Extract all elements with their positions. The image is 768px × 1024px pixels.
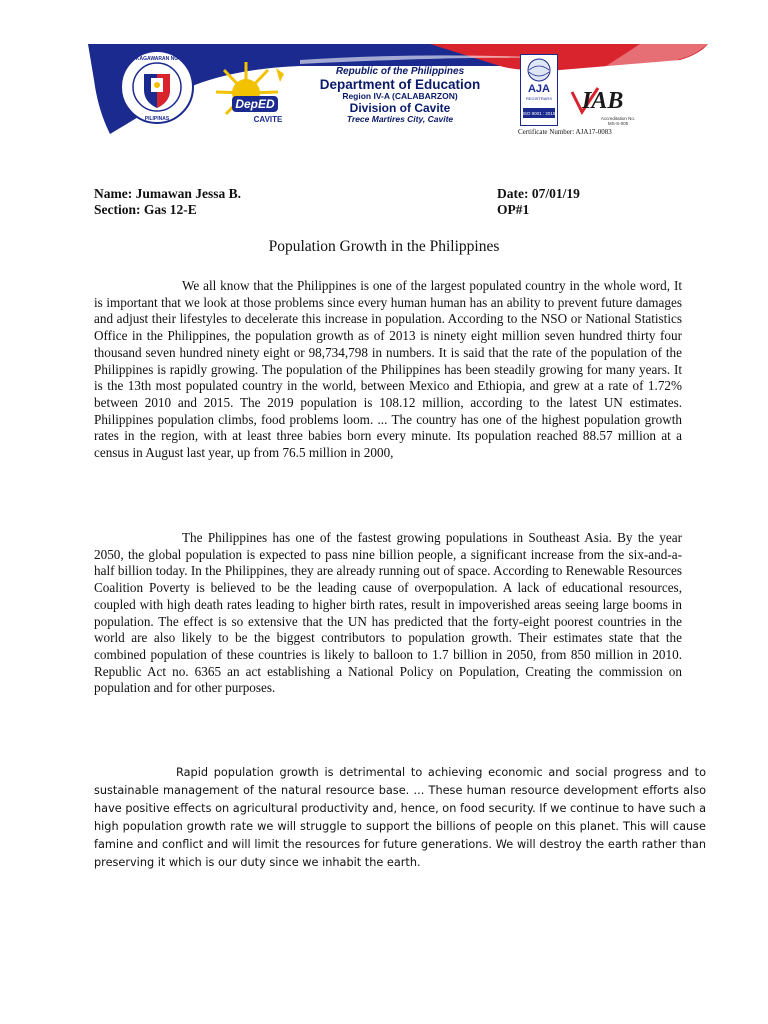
svg-text:KAGAWARAN NG: KAGAWARAN NG bbox=[135, 56, 179, 62]
region-label: Region IV-A (CALABARZON) bbox=[342, 91, 458, 102]
svg-text:ISO 9001 : 2015: ISO 9001 : 2015 bbox=[522, 111, 556, 116]
deped-seal-icon bbox=[120, 50, 194, 124]
republic-label: Republic of the Philippines bbox=[335, 66, 465, 77]
document-date: Date: 07/01/19 bbox=[497, 186, 580, 201]
paragraph-1: We all know that the Philippines is one of the largest populated country in the whole word, It is important that we look at those problems since every human human has an ability to prevent future damages and adjust their lifestyles to decelerate this increase in population. According to the NSO or National Statistics Office in the Philippines, the population growth as of 2013 is ninety eight million seven hundred thirty four thousand seven hundred ninety eight or 98,734,798 in numbers. It is said that the rate of the population of the Philippines is rapidly growing. The population of the Philippines has been steadily growing for many years. It is the 13th most populated country in the world, between Mexico and Ethiopia, and grew at a rate of 1.72% between 2010 and 2015. The 2019 population is 108.12 million, according to the latest UN estimates. Philippines population climbs, food problems loom. ... The country has one of the highest population growth rates in the region, with at least three babies born every minute. Its population reached 88.57 million at a census in August last year, up from 76.5 million in 2000, bbox=[94, 278, 682, 461]
accreditation-label: Accreditation No. MS-S-005 bbox=[600, 116, 636, 126]
svg-text:PILIPINAS: PILIPINAS bbox=[144, 116, 170, 122]
letterhead-text bbox=[300, 66, 500, 125]
svg-text:CAVITE: CAVITE bbox=[253, 115, 283, 124]
student-name: Name: Jumawan Jessa B. bbox=[94, 186, 241, 201]
division-label: Division of Cavite bbox=[349, 100, 451, 115]
deped-cavite-logo bbox=[206, 58, 306, 128]
document-meta bbox=[497, 186, 580, 218]
paragraph-3: Rapid population growth is detrimental to achieving economic and social progress and to sustainable management of the natural resource base. ... These human resource development efforts also have positive effects on agricultural productivity and, hence, on food security. If we continue to have such a high population growth rate we will struggle to support the billions of people on this planet. This will cause famine and conflict and will limit the resources for future generations. We will destroy the earth rather than preserving it which is our duty since we inhabit the earth. bbox=[94, 766, 706, 869]
svg-text:AJA: AJA bbox=[527, 83, 551, 95]
student-info bbox=[94, 186, 241, 218]
svg-text:REGISTRARS: REGISTRARS bbox=[525, 96, 553, 101]
aja-registrars-logo bbox=[520, 54, 558, 126]
city-label: Trece Martires City, Cavite bbox=[346, 114, 454, 125]
document-op-number: OP#1 bbox=[497, 202, 530, 217]
certificate-number: Certificate Number: AJA17-0083 bbox=[518, 128, 612, 136]
page-title: Population Growth in the Philippines bbox=[268, 238, 500, 255]
department-label: Department of Education bbox=[319, 77, 481, 93]
iab-label: IAB bbox=[582, 88, 624, 114]
svg-text:DepED: DepED bbox=[235, 97, 275, 111]
paragraph-2: The Philippines has one of the fastest growing populations in Southeast Asia. By the year 2050, the global population is expected to pass nine billion people, a significant increase from the six-and-a-half billion today. In the Philippines, they are already running out of space. According to Renewable Resources Coalition Poverty is believed to be the leading cause of overpopulation. A lack of educational resources, coupled with high death rates leading to higher birth rates, result in impoverished areas seeing large booms in population. The effect is so extensive that the UN has predicted that the forty-eight poorest countries in the world are also likely to be the biggest contributors to population growth. Their estimates state that the combined population of these countries is likely to balloon to 1.7 billion in 2050, from 850 million in 2010. Republic Act no. 6365 an act establishing a National Policy on Population, Creating the commission on population and for other purposes. bbox=[94, 530, 682, 696]
student-section: Section: Gas 12-E bbox=[94, 202, 197, 217]
letterhead bbox=[0, 0, 768, 150]
